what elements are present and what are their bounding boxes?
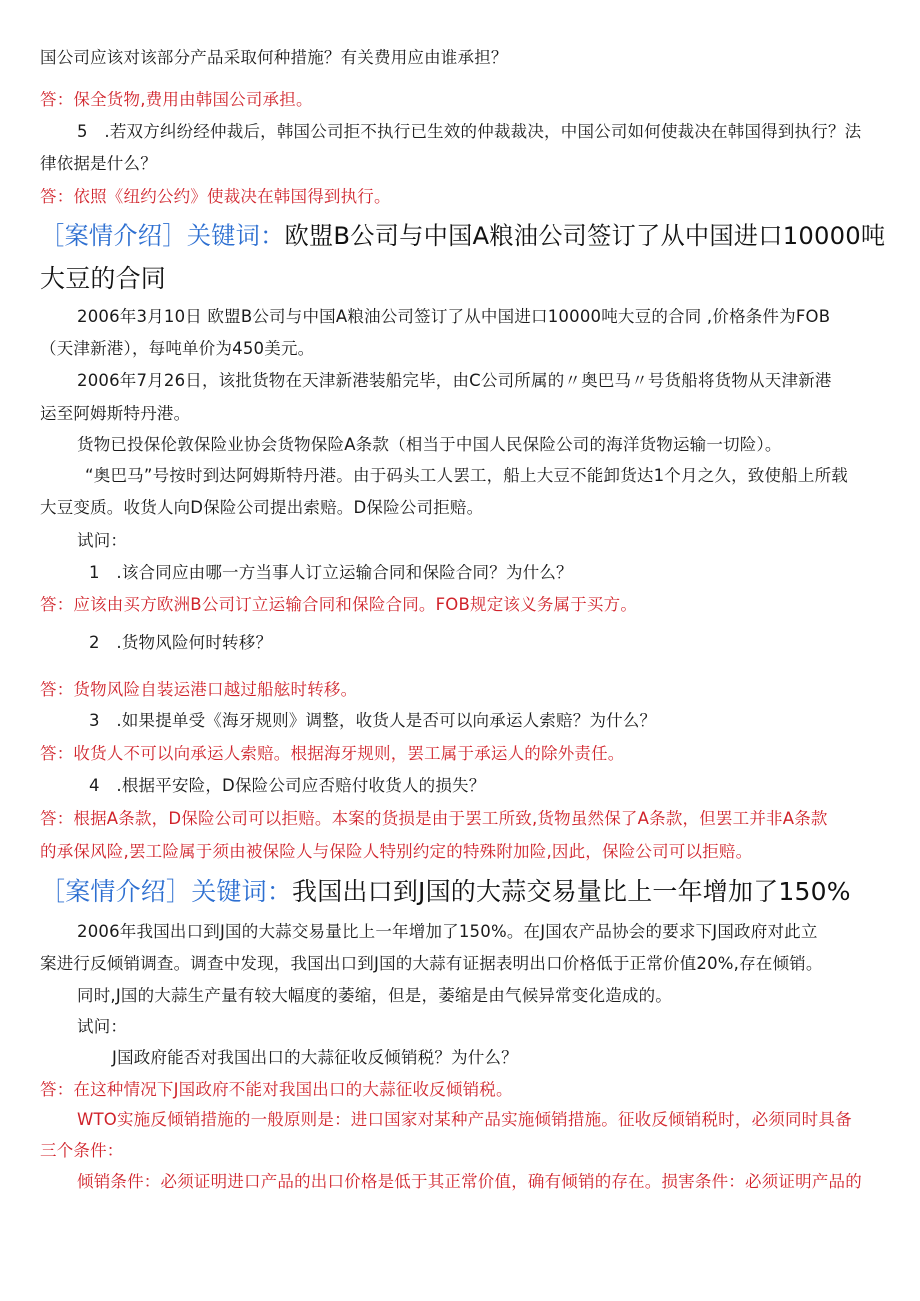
bracket-open: ［: [40, 877, 66, 906]
question-line: 4 .根据平安险，D保险公司应否赔付收货人的损失？: [89, 776, 486, 795]
case-title-cont: 大豆的合同: [40, 264, 167, 293]
paragraph-line: 运至阿姆斯特丹港。: [40, 404, 191, 423]
case-heading-1: [40, 220, 885, 252]
paragraph-line: 2006年3月10日 欧盟B公司与中国A粮油公司签订了从中国进口10000吨大豆的合同 ,价格条件为FOB: [77, 307, 831, 326]
question-line: 1 .该合同应由哪一方当事人订立运输合同和保险合同？为什么？: [89, 563, 573, 582]
answer-line: 答：收货人不可以向承运人索赔。根据海牙规则，罢工属于承运人的除外责任。: [40, 744, 625, 763]
bracket-close: ］: [166, 877, 192, 906]
paragraph-line: 大豆变质。收货人向D保险公司提出索赔。D保险公司拒赔。: [40, 498, 484, 517]
question-line: 3 .如果提单受《海牙规则》调整，收货人是否可以向承运人索赔？为什么？: [89, 711, 657, 730]
answer-line: 答：保全货物,费用由韩国公司承担。: [40, 90, 313, 109]
case-heading-1-cont: [40, 263, 885, 295]
keyword-label: 关键词：: [191, 877, 293, 906]
answer-line: 答：依照《纽约公约》使裁决在韩国得到执行。: [40, 187, 391, 206]
paragraph-line: 案进行反倾销调查。调查中发现，我国出口到J国的大蒜有证据表明出口价格低于正常价值20%,存在倾销。: [40, 954, 823, 973]
answer-line: 的承保风险,罢工险属于须由被保险人与保险人特别约定的特殊附加险,因此，保险公司可以拒赔。: [40, 842, 753, 861]
answer-line: 答：货物风险自装运港口越过船舷时转移。: [40, 680, 358, 699]
question-prompt: 试问：: [77, 1017, 128, 1036]
question-line: 5 .若双方纠纷经仲裁后，韩国公司拒不执行已生效的仲裁裁决，中国公司如何使裁决在韩国得到执行？法: [77, 122, 862, 141]
answer-line: WTO实施反倾销措施的一般原则是：进口国家对某种产品实施倾销措施。征收反倾销税时，必须同时具备: [77, 1110, 852, 1129]
case-title: 欧盟B公司与中国A粮油公司签订了从中国进口10000吨: [284, 221, 886, 250]
paragraph-line: 2006年我国出口到J国的大蒜交易量比上一年增加了150%。在J国农产品协会的要求下J国政府对此立: [77, 922, 818, 941]
question-line: J国政府能否对我国出口的大蒜征收反倾销税？为什么？: [112, 1048, 518, 1067]
bracket-close: ］: [162, 221, 187, 250]
answer-line: 倾销条件：必须证明进口产品的出口价格是低于其正常价值，确有倾销的存在。损害条件：必须证明产品的: [77, 1172, 862, 1191]
bracket-open: ［: [40, 221, 65, 250]
case-tag: 案情介绍: [64, 221, 163, 250]
text-line: 国公司应该对该部分产品采取何种措施？有关费用应由谁承担？: [40, 48, 508, 67]
case-heading-2: [40, 876, 885, 908]
paragraph-line: 同时,J国的大蒜生产量有较大幅度的萎缩，但是，萎缩是由气候异常变化造成的。: [77, 986, 673, 1005]
answer-line: 答：在这种情况下J国政府不能对我国出口的大蒜征收反倾销税。: [40, 1080, 513, 1099]
answer-line: 答：根据A条款，D保险公司可以拒赔。本案的货损是由于罢工所致,货物虽然保了A条款，但罢工并非A条款: [40, 809, 828, 828]
case-title: 我国出口到J国的大蒜交易量比上一年增加了150%: [292, 877, 851, 906]
keyword-label: 关键词：: [186, 221, 285, 250]
paragraph-line: （天津新港），每吨单价为450美元。: [40, 339, 315, 358]
answer-line: 三个条件：: [40, 1141, 124, 1160]
case-tag: 案情介绍: [65, 877, 167, 906]
question-prompt: 试问：: [77, 531, 128, 550]
paragraph-line: 2006年7月26日，该批货物在天津新港装船完毕，由C公司所属的〃奥巴马〃号货船将货物从天津新港: [77, 371, 832, 390]
answer-line: 答：应该由买方欧洲B公司订立运输合同和保险合同。FOB规定该义务属于买方。: [40, 595, 638, 614]
paragraph-line: 货物已投保伦敦保险业协会货物保险A条款（相当于中国人民保险公司的海洋货物运输一切险）。: [77, 435, 782, 454]
paragraph-line: “奥巴马”号按时到达阿姆斯特丹港。由于码头工人罢工，船上大豆不能卸货达1个月之久，致使船上所载: [85, 466, 848, 485]
text-line: 律依据是什么？: [40, 154, 157, 173]
question-line: 2 .货物风险何时转移？: [89, 633, 273, 652]
